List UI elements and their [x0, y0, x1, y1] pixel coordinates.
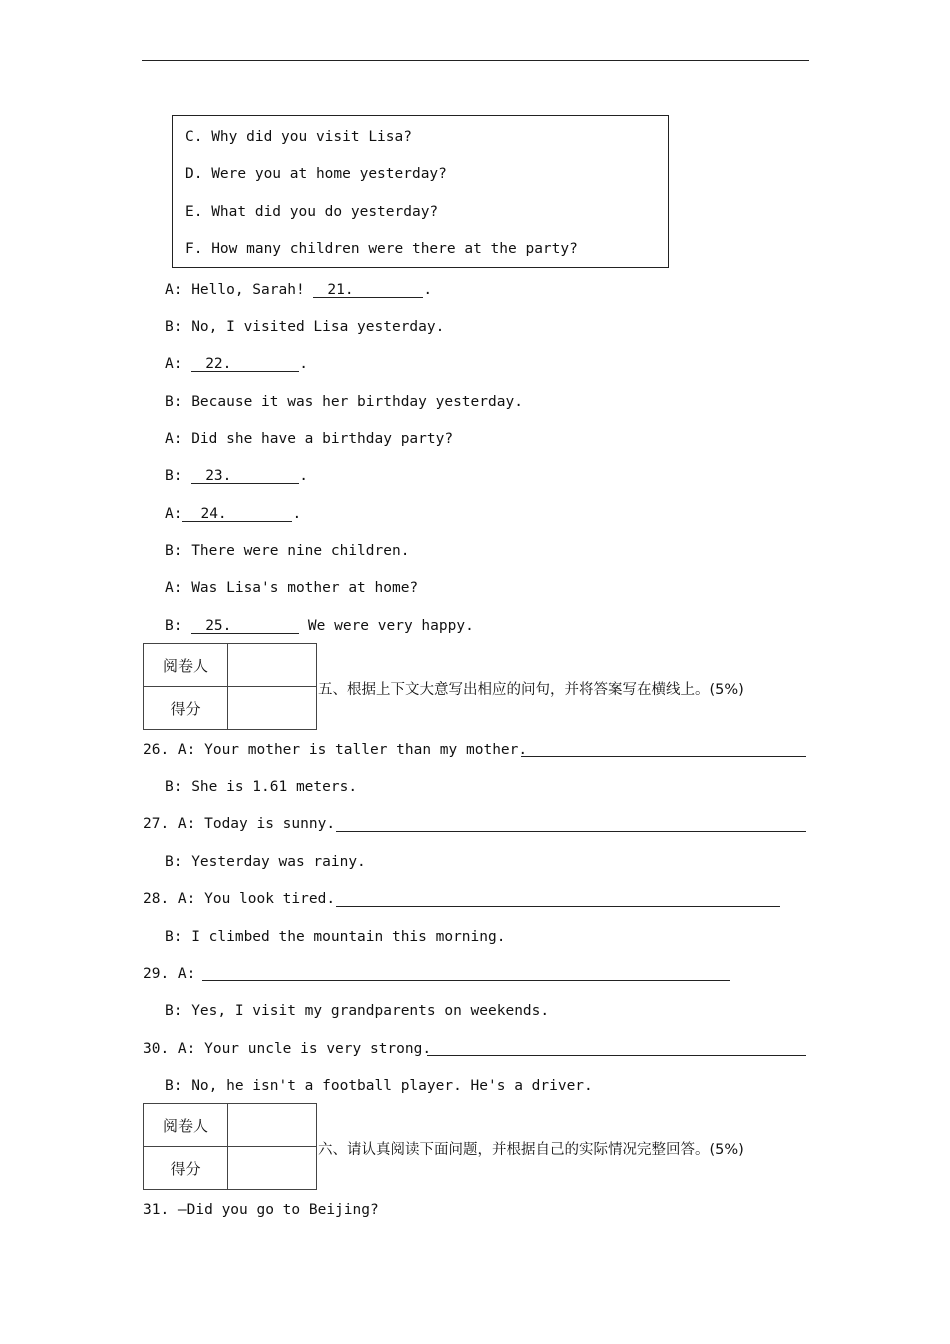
score-cell[interactable]	[228, 687, 317, 730]
reviewer-cell[interactable]	[228, 1104, 317, 1147]
reviewer-label: 阅卷人	[144, 644, 228, 687]
score-label: 得分	[144, 1147, 228, 1190]
response-29: B: Yes, I visit my grandparents on weekends.	[165, 1003, 550, 1019]
dialogue-line: A: Was Lisa's mother at home?	[165, 580, 419, 596]
response-28: B: I climbed the mountain this morning.	[165, 929, 506, 945]
response-26: B: She is 1.61 meters.	[165, 779, 358, 795]
dialogue-line-21	[165, 281, 432, 299]
answer-line-30[interactable]	[427, 1055, 806, 1056]
score-cell[interactable]	[228, 1147, 317, 1190]
answer-line-26[interactable]	[521, 756, 806, 757]
section-5-title: 五、根据上下文大意写出相应的问句，并将答案写在横线上。(5%)	[318, 682, 744, 698]
answer-blank-25[interactable]	[191, 617, 299, 634]
line-end: .	[423, 282, 433, 298]
question-30: 30. A: Your uncle is very strong.	[143, 1041, 432, 1057]
line-end: We were very happy.	[299, 618, 474, 634]
answer-blank-23[interactable]	[191, 467, 299, 484]
speaker-text: B:	[165, 468, 192, 484]
option-d: D. Were you at home yesterday?	[185, 166, 447, 182]
answer-line-28[interactable]	[336, 906, 780, 907]
line-end: .	[299, 468, 308, 484]
dialogue-line-24	[165, 505, 301, 523]
question-29: 29. A:	[143, 966, 196, 982]
dialogue-line-22	[165, 355, 308, 373]
question-26: 26. A: Your mother is taller than my mother.	[143, 742, 528, 758]
blank-number: 25.	[205, 618, 232, 634]
answer-line-29[interactable]	[202, 980, 730, 981]
speaker-text: A:	[165, 356, 192, 372]
dialogue-line: B: There were nine children.	[165, 543, 410, 559]
reviewer-label: 阅卷人	[144, 1104, 228, 1147]
speaker-text: A: Hello, Sarah!	[165, 282, 314, 298]
answer-blank-22[interactable]	[191, 355, 299, 372]
response-30: B: No, he isn't a football player. He's a driver.	[165, 1078, 593, 1094]
score-table	[143, 1103, 317, 1190]
dialogue-line-23	[165, 467, 308, 485]
answer-blank-24[interactable]	[182, 505, 292, 522]
header-rule	[142, 60, 809, 61]
option-f: F. How many children were there at the party?	[185, 241, 578, 257]
line-end: .	[299, 356, 308, 372]
option-c: C. Why did you visit Lisa?	[185, 129, 412, 145]
response-27: B: Yesterday was rainy.	[165, 854, 366, 870]
blank-number: 22.	[205, 356, 232, 372]
section-6-title: 六、请认真阅读下面问题，并根据自己的实际情况完整回答。(5%)	[318, 1142, 744, 1158]
dialogue-line: B: Because it was her birthday yesterday.	[165, 394, 523, 410]
blank-number: 23.	[205, 468, 232, 484]
dialogue-line: B: No, I visited Lisa yesterday.	[165, 319, 445, 335]
answer-line-27[interactable]	[336, 831, 806, 832]
dialogue-line: A: Did she have a birthday party?	[165, 431, 454, 447]
blank-number: 21.	[327, 282, 354, 298]
question-31: 31. —Did you go to Beijing?	[143, 1202, 379, 1218]
speaker-text: B:	[165, 618, 192, 634]
answer-blank-21[interactable]	[313, 281, 423, 298]
blank-number: 24.	[200, 506, 227, 522]
dialogue-line-25	[165, 617, 474, 635]
speaker-text: A:	[165, 506, 183, 522]
reviewer-cell[interactable]	[228, 644, 317, 687]
question-27: 27. A: Today is sunny.	[143, 816, 336, 832]
question-28: 28. A: You look tired.	[143, 891, 336, 907]
score-label: 得分	[144, 687, 228, 730]
line-end: .	[292, 506, 302, 522]
score-table	[143, 643, 317, 730]
option-e: E. What did you do yesterday?	[185, 204, 439, 220]
